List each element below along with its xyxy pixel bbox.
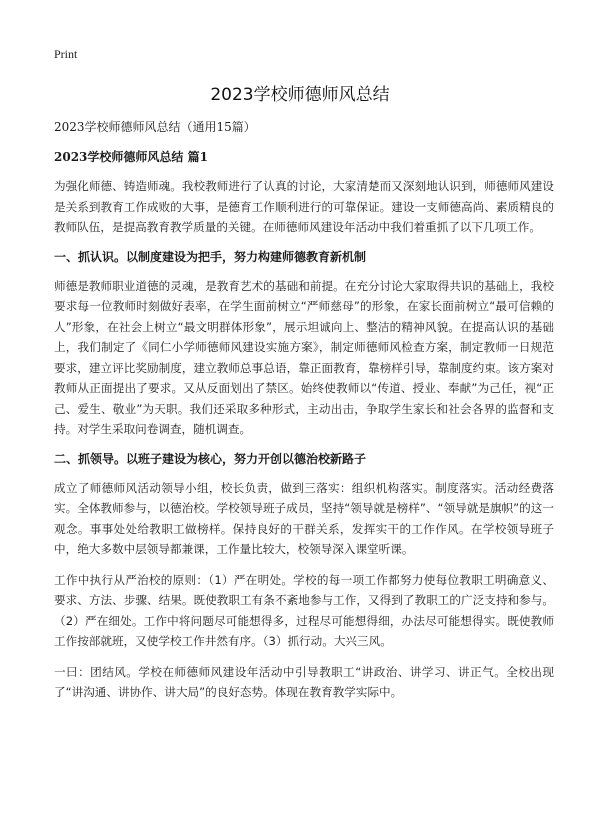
document-title: 2023学校师德师风总结 — [210, 85, 390, 105]
paragraph-1: 师德是教师职业道德的灵魂，是教育艺术的基础和前提。在充分讨论大家取得共识的基础上，我校要求每一位教师时刻做好表率，在学生面前树立“严师慈母”的形象，在家长面前树立“最可信赖的人”形象，在社会上树立“最文明群体形象”，展示坦诚向上、整洁的精神风貌。在提高认识的基础上，我们制定了《同仁小学师德师风建设实施方案》，制定师德师风检查方案，制定教师一日规范要求，建立评比奖励制度，建立教师总事总语，靠正面教育，靠榜样引导，靠制度约束。该方案对教师从正面提出了要求。又从反面划出了禁区。始终使教师以“传道、授业、奉献”为己任，视“正己、爱生、敬业”为天职。我们还采取多种形式，主动出击，争取学生家长和社会各界的监督和支持。对学生采取问卷调查，随机调查。 — [54, 278, 554, 436]
intro-paragraph: 为强化师德、铸造师魂。我校教师进行了认真的讨论，大家清楚而又深刻地认识到，师德师风建设是关系到教育工作成败的大事，是德育工作顺利进行的可靠保证。建设一支师德高尚、素质精良的教师队伍，是提高教育教学质量的关键。在师德师风建设年活动中我们着重抓了以下几项工作。 — [54, 179, 554, 234]
document-body — [54, 118, 554, 713]
document-subtitle: 2023学校师德师风总结（通用15篇） — [54, 120, 256, 134]
paragraph-4: 一曰：团结风。学校在师德师风建设年活动中引导教职工“讲政治、讲学习、讲正气。全校出现了“讲沟通、讲协作、讲大局”的良好态势。体现在教育教学实际中。 — [54, 664, 554, 699]
paragraph-2: 成立了师德师风活动领导小组，校长负责，做到三落实：组织机构落实。制度落实。活动经费落实。全体教师参与，以德治校。学校领导班子成员，坚持“领导就是榜样”、“领导就是旗帜”的这一观念。事事处处给教职工做榜样。保持良好的干群关系，发挥实干的工作作风。在学校领导班子中，绝大多数中层领导都兼课，工作量比较大，校领导深入课堂听课。 — [54, 480, 554, 556]
heading-2: 二、抓领导。以班子建设为核心，努力开创以德治校新路子 — [54, 451, 367, 466]
heading-1: 一、抓认识。以制度建设为把手，努力构建师德教育新机制 — [54, 249, 367, 264]
print-link[interactable]: Print — [54, 47, 78, 61]
paragraph-3: 工作中执行从严治校的原则：（1）严在明处。学校的每一项工作都努力使每位教职工明确意义、要求、方法、步骤、结果。既使教职工有条不紊地参与工作，又得到了教职工的广泛支持和参与。（2）严在细处。工作中将问题尽可能想得多，过程尽可能想得细，办法尽可能想得实。既使教师工作按部就班，又使学校工作井然有序。（3）抓行动。大兴三风。 — [54, 572, 554, 648]
section-title: 2023学校师德师风总结 篇1 — [54, 150, 208, 164]
